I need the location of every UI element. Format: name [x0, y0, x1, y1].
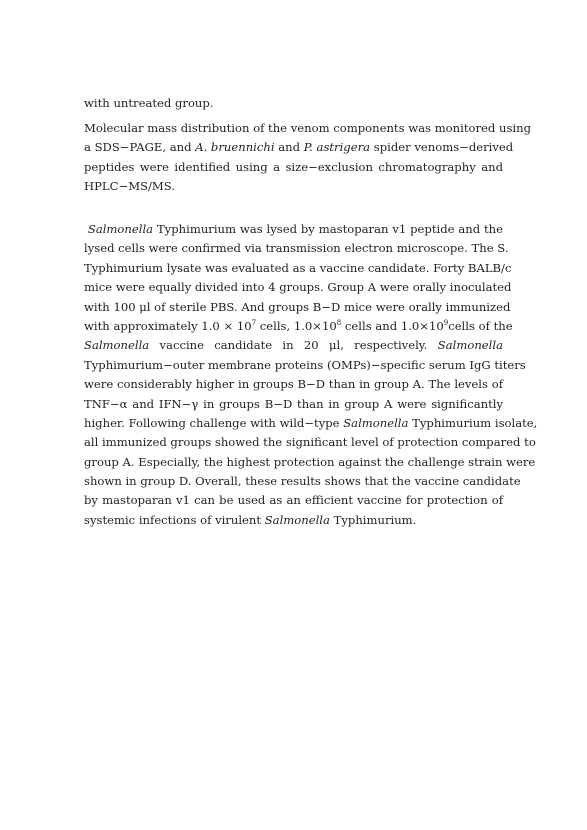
species-name-italic: Salmonella: [84, 338, 150, 353]
text-run: cells of the: [448, 318, 513, 333]
text-line: Molecular mass distribution of the venom components was monitored using: [84, 121, 531, 135]
text-run: Typhimurium was lysed by mastoparan v1 peptide and the: [153, 222, 503, 236]
text-line: Typhimurium−outer membrane proteins (OMPs)−specific serum IgG titers: [84, 357, 526, 372]
text-line: all immunized groups showed the significant level of protection compared to: [84, 435, 536, 450]
text-run: with approximately 1.0 × 10: [84, 318, 252, 333]
paragraph-results: [84, 220, 538, 530]
text-line: with 100 μl of sterile PBS. And groups B−D mice were orally immunized: [84, 299, 511, 314]
superscript: 9: [443, 318, 449, 327]
species-name-italic: Salmonella: [437, 338, 503, 353]
text-line: [84, 511, 503, 530]
species-name-italic: P. astrigera: [303, 140, 371, 155]
text-line: [84, 317, 513, 336]
text-line: with untreated group.: [84, 96, 214, 110]
text-line: shown in group D. Overall, these results shows that the vaccine candidate: [84, 474, 521, 489]
text-line: were considerably higher in groups B−D than in group A. The levels of: [84, 377, 503, 392]
species-name-italic: Salmonella: [264, 512, 330, 527]
text-line: [84, 414, 538, 433]
text-run: higher. Following challenge with wild−type: [84, 415, 344, 430]
text-line: TNF−α and IFN−γ in groups B−D than in group A were significantly: [84, 396, 503, 411]
paragraph-methods: [84, 119, 531, 197]
text-run: and: [274, 140, 304, 155]
text-run: cells, 1.0×10: [256, 318, 337, 333]
text-line: by mastoparan v1 can be used as an efficient vaccine for protection of: [84, 493, 503, 508]
species-name-italic: A. bruennichi: [195, 140, 275, 155]
text-run: spider venoms−derived: [370, 140, 514, 155]
text-line: group A. Especially, the highest protection against the challenge strain were: [84, 454, 536, 469]
superscript: 7: [251, 318, 257, 327]
text-line: lysed cells were confirmed via transmission electron microscope. The S.: [84, 241, 509, 256]
text-line: [84, 220, 503, 239]
text-line: [84, 138, 514, 157]
species-name-italic: Salmonella: [343, 415, 409, 430]
text-line: mice were equally divided into 4 groups. Group A were orally inoculated: [84, 280, 512, 295]
species-name-italic: Salmonella: [87, 222, 154, 236]
text-run: Typhimurium.: [329, 512, 417, 527]
text-run: cells and 1.0×10: [341, 318, 444, 333]
text-line: peptides were identified using a size−exclusion chromatography and: [84, 159, 503, 174]
text-line: Typhimurium lysate was evaluated as a vaccine candidate. Forty BALB/c: [84, 260, 512, 275]
text-line: [84, 336, 503, 355]
text-run: systemic infections of virulent: [84, 512, 265, 527]
superscript: 8: [336, 318, 342, 327]
text-run: vaccine candidate in 20 μl, respectively.: [149, 338, 438, 353]
paragraph-continuation: [84, 94, 503, 113]
text-run: Typhimurium isolate,: [408, 415, 538, 430]
text-line: HPLC−MS/MS.: [84, 179, 176, 194]
text-run: a SDS−PAGE, and: [84, 140, 196, 155]
